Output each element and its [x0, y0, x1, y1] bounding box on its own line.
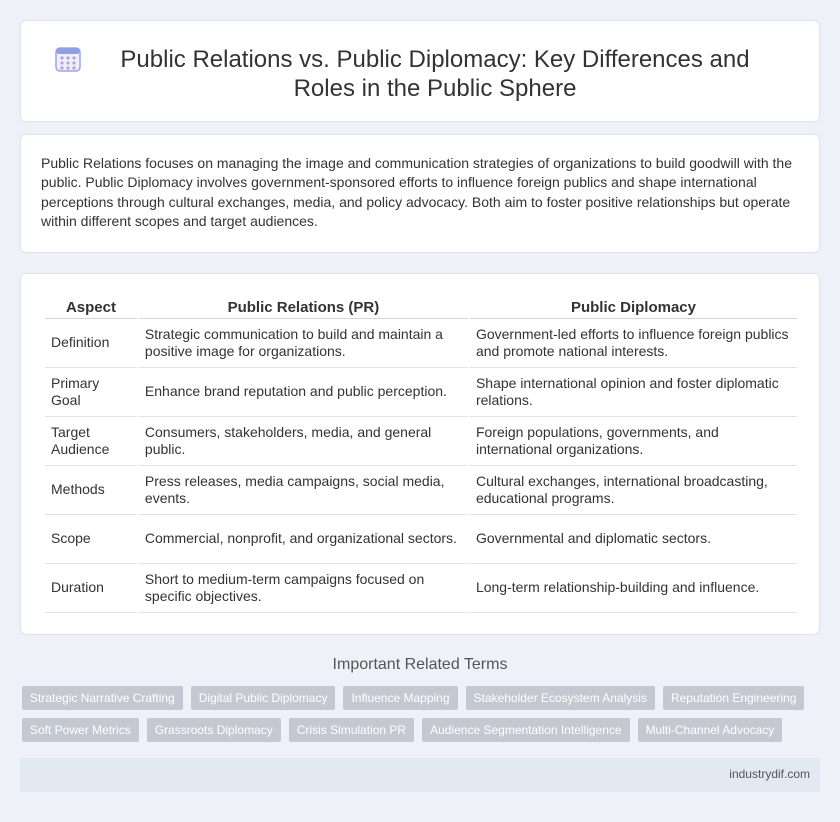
table-header-row: [45, 294, 797, 319]
table-row: [45, 466, 797, 515]
row-pr-value: Consumers, stakeholders, media, and general public.: [139, 417, 468, 466]
term-tag[interactable]: Digital Public Diplomacy: [191, 686, 336, 710]
row-aspect: Scope: [45, 515, 137, 564]
row-pd-value: Cultural exchanges, international broadcasting, educational programs.: [470, 466, 797, 515]
term-tag[interactable]: Influence Mapping: [343, 686, 457, 710]
header-aspect: Aspect: [45, 294, 137, 319]
row-pr-value: Short to medium-term campaigns focused on specific objectives.: [139, 564, 468, 613]
row-pr-value: Commercial, nonprofit, and organizational sectors.: [139, 515, 468, 564]
term-tag[interactable]: Crisis Simulation PR: [289, 718, 414, 742]
row-aspect: Definition: [45, 319, 137, 368]
row-aspect: Target Audience: [45, 417, 137, 466]
term-tag[interactable]: Reputation Engineering: [663, 686, 804, 710]
row-pd-value: Government-led efforts to influence foreign publics and promote national interests.: [470, 319, 797, 368]
comparison-table: [43, 294, 799, 613]
term-tag[interactable]: Audience Segmentation Intelligence: [422, 718, 629, 742]
header-public-relations: Public Relations (PR): [139, 294, 468, 319]
row-aspect: Primary Goal: [45, 368, 137, 417]
comparison-table-card: [20, 273, 820, 635]
table-row: [45, 564, 797, 613]
title-card: [20, 20, 820, 122]
row-aspect: Duration: [45, 564, 137, 613]
row-pr-value: Enhance brand reputation and public perception.: [139, 368, 468, 417]
term-tag[interactable]: Multi-Channel Advocacy: [638, 718, 783, 742]
row-pd-value: Shape international opinion and foster diplomatic relations.: [470, 368, 797, 417]
row-pr-value: Strategic communication to build and maintain a positive image for organizations.: [139, 319, 468, 368]
row-aspect: Methods: [45, 466, 137, 515]
row-pd-value: Long-term relationship-building and influence.: [470, 564, 797, 613]
row-pd-value: Governmental and diplomatic sectors.: [470, 515, 797, 564]
row-pr-value: Press releases, media campaigns, social media, events.: [139, 466, 468, 515]
table-row: [45, 368, 797, 417]
footer-site-link[interactable]: industrydif.com: [729, 767, 810, 781]
footer: [20, 758, 820, 792]
table-row: [45, 319, 797, 368]
related-terms-list: [22, 686, 822, 750]
row-pd-value: Foreign populations, governments, and international organizations.: [470, 417, 797, 466]
intro-card: [20, 134, 820, 253]
term-tag[interactable]: Soft Power Metrics: [22, 718, 139, 742]
header-public-diplomacy: Public Diplomacy: [470, 294, 797, 319]
related-terms-heading: Important Related Terms: [332, 656, 508, 673]
term-tag[interactable]: Strategic Narrative Crafting: [22, 686, 183, 710]
term-tag[interactable]: Grassroots Diplomacy: [147, 718, 281, 742]
intro-paragraph: Public Relations focuses on managing the image and communication strategies of organizations to build goodwill with the public. Public Diplomacy involves government-sponsored efforts to influence foreign publics and shape international perceptions through cultural exchanges, media, and policy advocacy. Both aim to foster positive relationships but operate within different scopes and target audiences.: [41, 155, 792, 230]
term-tag[interactable]: Stakeholder Ecosystem Analysis: [466, 686, 655, 710]
table-row: [45, 515, 797, 564]
table-row: [45, 417, 797, 466]
page-title: Public Relations vs. Public Diplomacy: Key Differences and Roles in the Public Sphere: [120, 46, 750, 102]
